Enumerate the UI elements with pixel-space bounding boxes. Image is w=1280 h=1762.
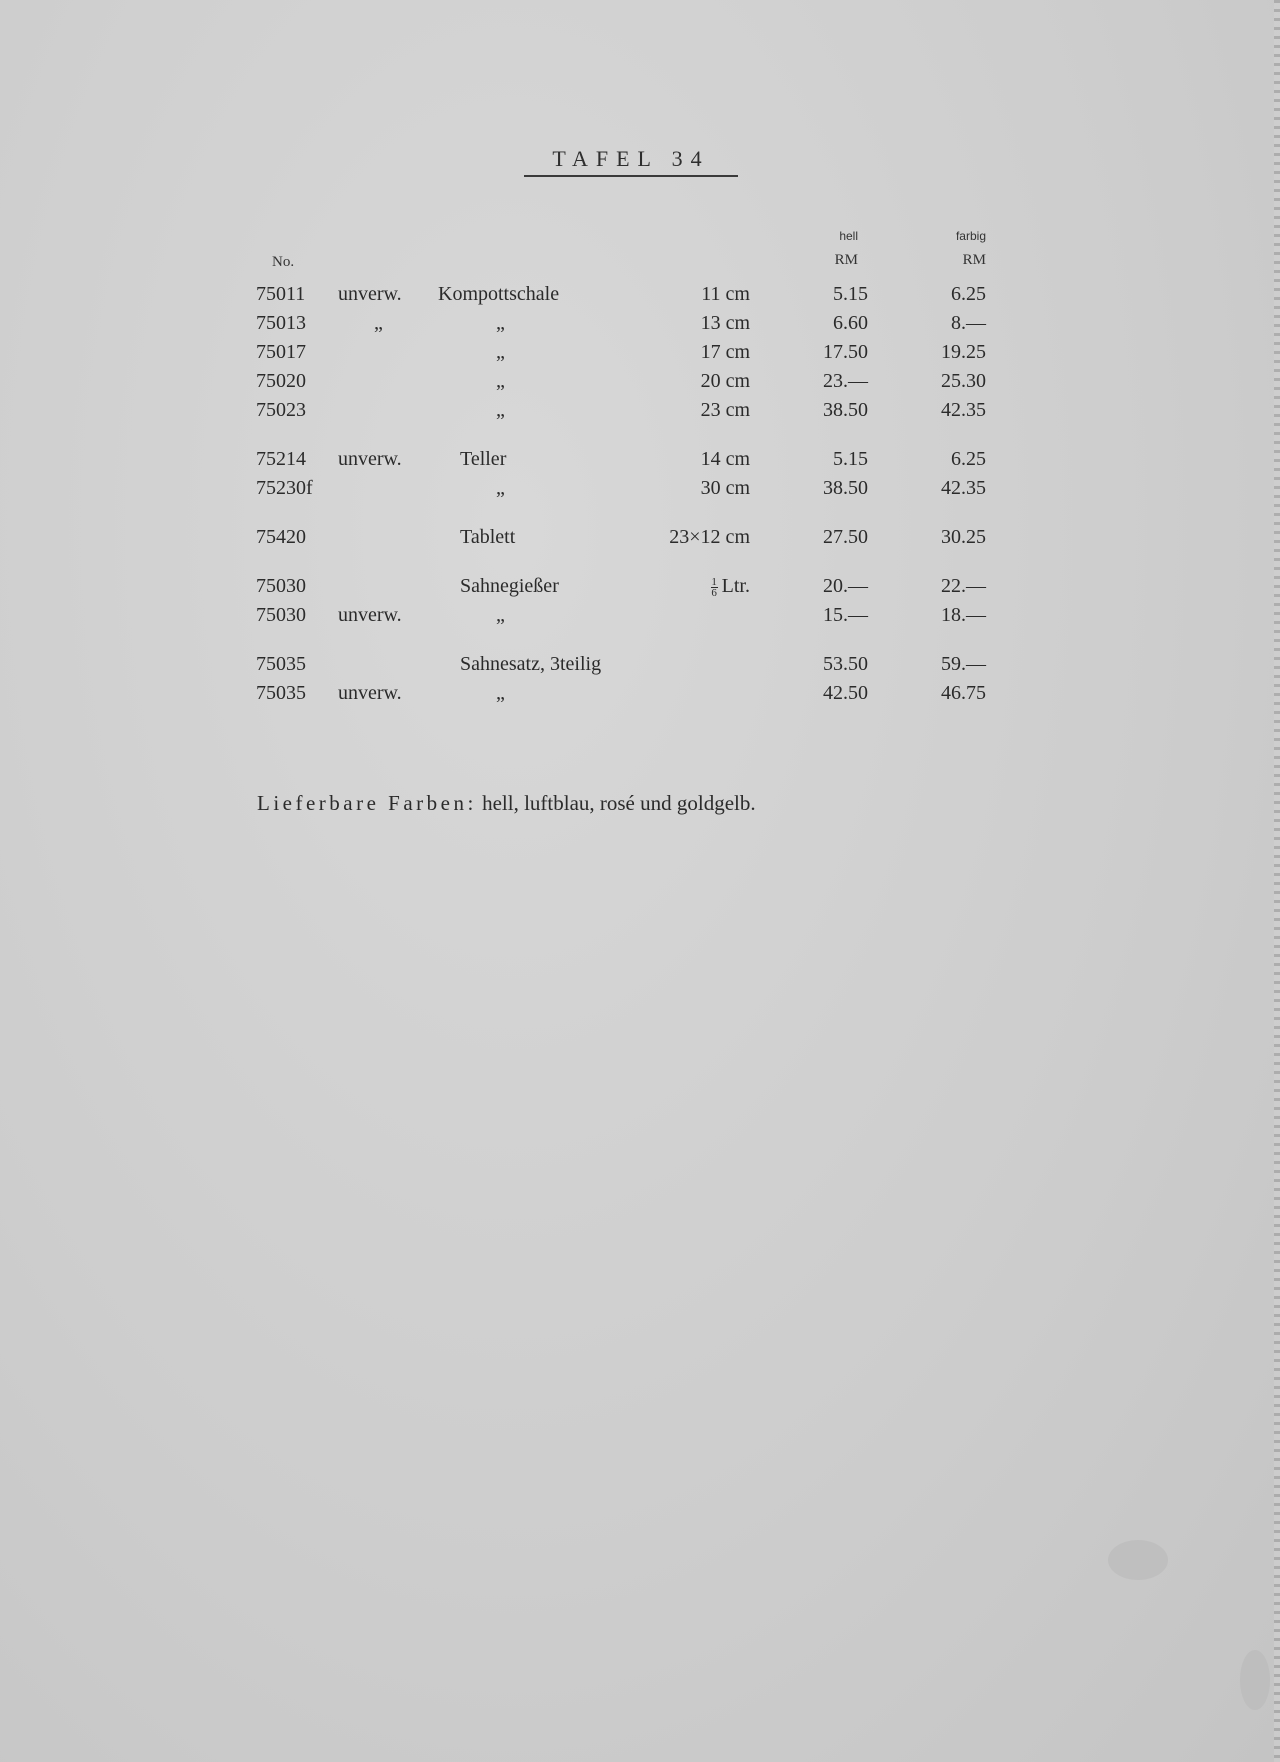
item-name: „ — [496, 477, 505, 499]
price-hell: 17.50 — [823, 341, 868, 363]
item-name: „ — [496, 682, 505, 704]
item-number: 75035 — [256, 682, 306, 704]
price-farbig: 42.35 — [941, 399, 986, 421]
price-farbig: 6.25 — [951, 448, 986, 470]
item-number: 75230f — [256, 477, 313, 499]
item-name: Sahnesatz, 3teilig — [460, 653, 602, 675]
currency-header-farbig: RM — [962, 252, 986, 268]
size-fraction — [711, 577, 718, 598]
currency-header-hell: RM — [834, 252, 858, 268]
size-text: 20 cm — [700, 370, 750, 392]
price-farbig: 18.— — [941, 604, 986, 626]
column-header-hell: hell — [839, 229, 858, 243]
item-name: „ — [496, 341, 505, 363]
column-header-no: No. — [272, 254, 295, 270]
price-hell: 53.50 — [823, 653, 868, 675]
stain-mark — [1108, 1540, 1168, 1580]
available-colors-label: Lieferbare Farben: — [257, 791, 477, 815]
finish-label: unverw. — [338, 682, 402, 704]
price-farbig: 22.— — [941, 575, 986, 597]
column-header-farbig: farbig — [955, 229, 986, 243]
price-farbig: 6.25 — [951, 283, 986, 305]
available-colors-list: hell, luftblau, rosé und goldgelb. — [482, 791, 756, 815]
price-hell: 38.50 — [823, 477, 868, 499]
item-name: „ — [496, 312, 505, 334]
item-size — [620, 525, 750, 549]
item-number: 75035 — [256, 653, 306, 675]
item-name: Kompottschale — [438, 283, 560, 305]
item-size — [620, 574, 750, 598]
fraction-numerator: 1 — [711, 575, 717, 588]
item-size — [620, 282, 750, 306]
item-number: 75030 — [256, 575, 306, 597]
price-hell: 5.15 — [833, 448, 868, 470]
size-text: Ltr. — [721, 575, 750, 597]
item-size — [620, 369, 750, 393]
item-number: 75023 — [256, 399, 306, 421]
price-hell: 42.50 — [823, 682, 868, 704]
item-number: 75214 — [256, 448, 306, 470]
price-hell: 6.60 — [833, 312, 868, 334]
item-size — [620, 476, 750, 500]
price-farbig: 42.35 — [941, 477, 986, 499]
price-hell: 23.— — [823, 370, 868, 392]
item-number: 75420 — [256, 526, 306, 548]
item-name: Sahnegießer — [460, 575, 559, 597]
finish-label: unverw. — [338, 448, 402, 470]
price-farbig: 46.75 — [941, 682, 986, 704]
item-name: „ — [496, 370, 505, 392]
price-hell: 15.— — [823, 604, 868, 626]
price-farbig: 19.25 — [941, 341, 986, 363]
item-name: Tablett — [460, 526, 516, 548]
item-number: 75011 — [256, 283, 306, 305]
size-text: 30 cm — [700, 477, 750, 499]
item-size — [620, 340, 750, 364]
item-name: „ — [496, 399, 505, 421]
finish-label: „ — [374, 312, 383, 334]
item-number: 75020 — [256, 370, 306, 392]
price-hell: 5.15 — [833, 283, 868, 305]
item-size — [620, 447, 750, 471]
item-number: 75013 — [256, 312, 306, 334]
price-farbig: 8.— — [951, 312, 986, 334]
price-farbig: 30.25 — [941, 526, 986, 548]
price-farbig: 59.— — [941, 653, 986, 675]
page-title: TAFEL 34 — [552, 146, 710, 171]
size-text: 13 cm — [700, 312, 750, 334]
price-hell: 20.— — [823, 575, 868, 597]
item-number: 75017 — [256, 341, 306, 363]
price-hell: 38.50 — [823, 399, 868, 421]
size-text: 14 cm — [700, 448, 750, 470]
item-size — [620, 398, 750, 422]
price-hell: 27.50 — [823, 526, 868, 548]
fraction-denominator: 6 — [711, 586, 717, 599]
item-number: 75030 — [256, 604, 306, 626]
finish-label: unverw. — [338, 283, 402, 305]
size-text: 23×12 cm — [669, 526, 750, 548]
size-text: 17 cm — [700, 341, 750, 363]
stain-mark — [1240, 1650, 1270, 1710]
price-farbig: 25.30 — [941, 370, 986, 392]
item-name: „ — [496, 604, 505, 626]
size-text: 23 cm — [700, 399, 750, 421]
finish-label: unverw. — [338, 604, 402, 626]
size-text: 11 cm — [701, 283, 750, 305]
item-size — [620, 311, 750, 335]
title-underline — [524, 175, 738, 177]
available-colors-note — [257, 791, 756, 816]
page-edge — [1274, 0, 1280, 1762]
item-name: Teller — [460, 448, 507, 470]
